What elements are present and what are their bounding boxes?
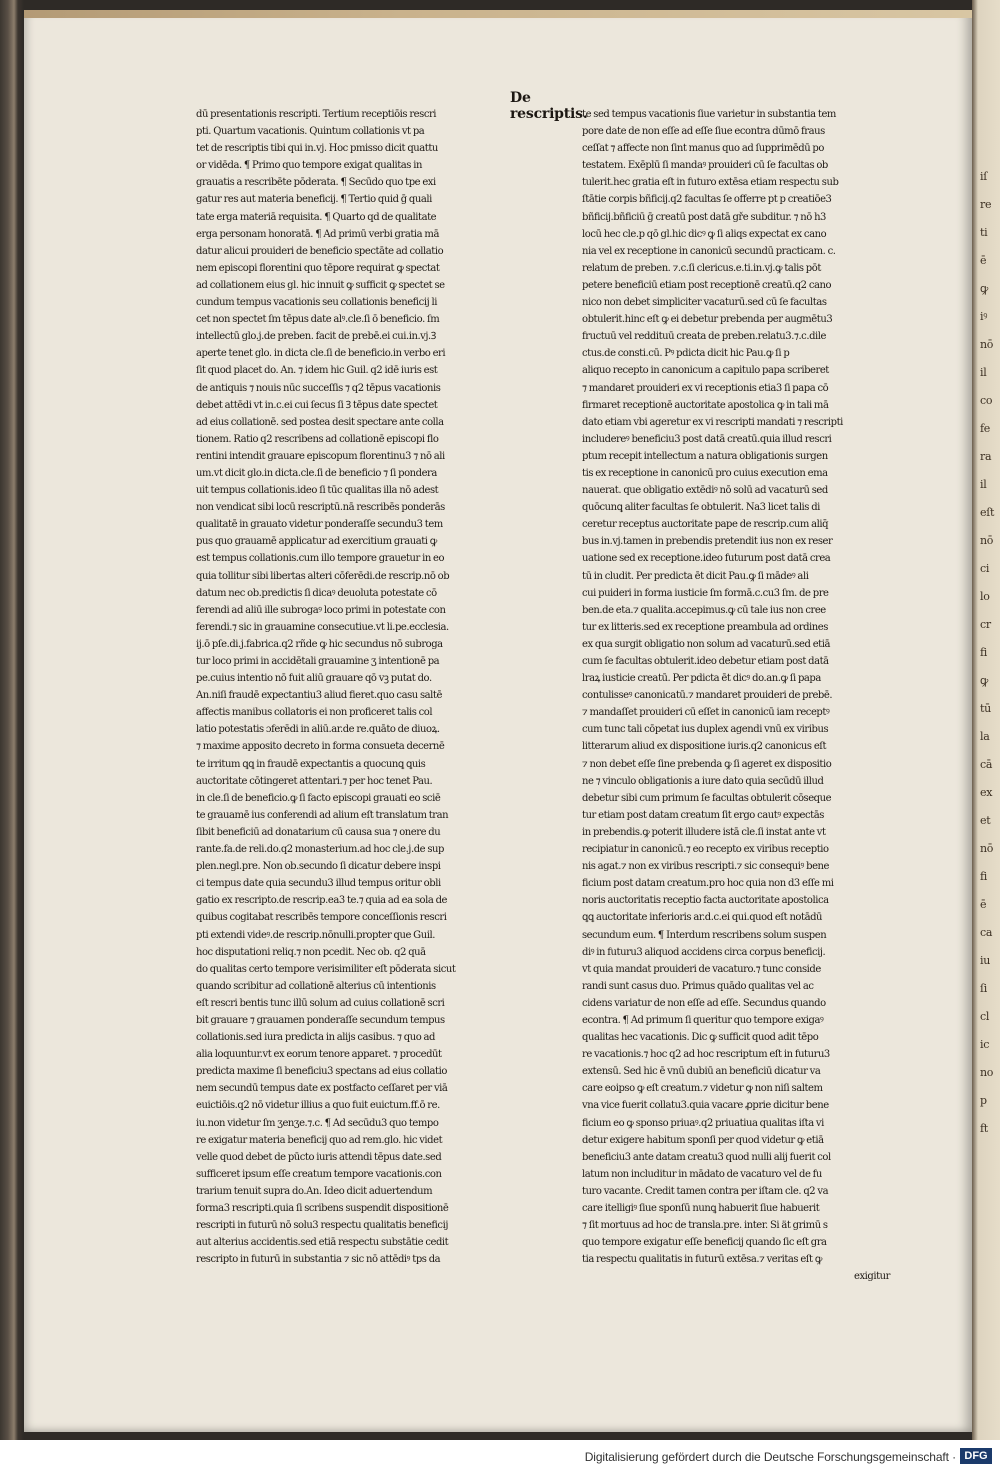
text-line: ſtātie corpis bñficij.q2 facultas ſe offerre pt p creatiōe3: [582, 194, 832, 206]
adjacent-page-fragment: no: [980, 1066, 994, 1079]
adjacent-page-fragment: nō: [980, 842, 994, 855]
text-line: est tempus collationis.cum illo tempore grauetur in eo: [196, 553, 445, 565]
text-line: tulerit.hec gratia eſt in futuro extēsa etiam respectu sub: [582, 177, 839, 189]
text-line: latio potestatis ɔferēdi in aliū.ar.de re.quāto de diuoꝝ.: [196, 724, 440, 736]
footer-credit: Digitalisierung gefördert durch die Deutsche Forschungsgemeinschaft ·: [584, 1450, 956, 1464]
text-line: datur alicui prouideri de beneficio spectāte ad collatio: [196, 245, 444, 257]
text-line: cidens variatur de non eſſe ad eſſe. Secundus quando: [582, 997, 826, 1009]
text-line: ptum recepit intellectum a natura obligationis surgen: [582, 450, 828, 462]
text-line: diꝰ in futuru3 aliquod accidens circa corpus beneficij.: [582, 946, 826, 958]
text-line: bñficij.bñficiū ḡ creatū post datā gře subditur. ⁊ nō h3: [582, 211, 826, 223]
adjacent-page-fragment: il: [980, 478, 987, 491]
text-line: ⁊ ſit mortuus ad hoc de transla.pre. inter. Si ät grimū s: [582, 1220, 828, 1232]
text-line: trarium tenuit supra do.An. Ideo dicit aduertendum: [196, 1185, 433, 1197]
text-line: ferendi.⁊ sic in grauamine consecutiue.vt li.pe.ecclesia.: [196, 621, 449, 633]
adjacent-page-fragment: iſ: [980, 170, 987, 183]
adjacent-page-fragment: iꝰ: [980, 310, 988, 323]
adjacent-page-fragment: cā: [980, 758, 993, 771]
text-line: pus quo grauamē applicatur ad exercitium grauati ꝙ: [196, 536, 437, 548]
adjacent-page-fragment: cr: [980, 618, 991, 631]
adjacent-page-fragment: et: [980, 814, 991, 827]
right-text-column: [582, 106, 908, 1283]
text-line: nem secundū tempus date ex postfacto ceſſaret per viā: [196, 1083, 448, 1095]
text-line: dato etiam vbi ageretur ex vi rescripti mandati ⁊ rescripti: [582, 416, 843, 428]
dfg-logo: DFG: [960, 1448, 992, 1464]
text-line: ficium eo ꝙ sponso priuaꝰ.q2 priuatiua qualitas iſta vi: [582, 1117, 824, 1129]
text-line: pe.cuius intentio nō fuit aliū grauare qō vꝫ putat do.: [196, 673, 432, 685]
adjacent-page-fragment: ft: [980, 1122, 988, 1135]
text-line: ſit quod placet do. An. ⁊ idem hic Guil. q2 idē iuris est: [196, 365, 438, 377]
text-line: aliquo recepto in canonicum a capitulo papa scriberet: [582, 365, 829, 377]
text-line: erga personam honoratā. ¶ Ad primū verbi gratia mā: [196, 228, 439, 240]
text-line: re vacationis.⁊ hoc q2 ad hoc rescriptum eſt in futuru3: [582, 1049, 830, 1061]
adjacent-page-fragment: ci: [980, 562, 990, 575]
text-line: obtulerit.hinc eſt ꝙ ei debetur prebenda per augmētu3: [582, 314, 833, 326]
left-text-column: [196, 106, 514, 1266]
text-line: collationis.sed iura predicta in alijs casibus. ⁊ quo ad: [196, 1032, 435, 1044]
text-line: ⁊ mandaſſet prouideri cū eſſet in canonicū iam receptꝰ: [582, 707, 830, 719]
text-line: qualitatē in grauato videtur ponderaſſe secundu3 tem: [196, 519, 443, 531]
text-line: non vendicat sibi locū rescriptū.nā rescribēs ponderās: [196, 502, 445, 514]
adjacent-page-fragment: nō: [980, 534, 994, 547]
text-line: cui puideri in forma iusticie ſm formā.c.cu3 ſm. de pre: [582, 587, 829, 599]
text-line: detur exigere habitum sponſi per quod videtur ꝙ etiā: [582, 1134, 824, 1146]
text-line: tū in cludit. Per predicta ēt dicit Pau.ꝙ ſi mādeꝰ ali: [582, 570, 809, 582]
text-line: relatum de preben. ⁊.c.ſi clericus.e.ti.in.vj.ꝙ talis pōt: [582, 262, 821, 274]
text-line: tet de rescriptis tibi qui in.vj. Hoc pmisso dicit quattu: [196, 143, 438, 155]
text-line: quo tempore exigatur eſſe beneficij quando ſic eſt gra: [582, 1237, 827, 1249]
text-line: de antiquis ⁊ nouis nūc succeſſis ⁊ q2 tēpus vacationis: [196, 382, 441, 394]
text-line: te irritum ꝗꝗ in fraudē expectantis a quocunꝗ ꝗuis: [196, 758, 426, 770]
text-line: eſt rescri bentis tunc illū solum ad cuius collationē scri: [196, 997, 445, 1009]
text-line: in cle.ſi de beneficio.ꝙ ſi facto episcopi grauati eo sciē: [196, 792, 441, 804]
text-line: care itelligiꝰ ſiue sponſū nunꝗ habuerit ſiue habuerit: [582, 1203, 820, 1214]
text-line: pore date de non eſſe ad eſſe ſiue econtra dūmō fraus: [582, 126, 825, 138]
text-line: dū presentationis rescripti. Tertium receptiōis rescri: [196, 109, 437, 120]
adjacent-page-fragment: eſt: [980, 506, 995, 519]
text-line: ij.ō pſe.di.j.fabrica.q2 rñde ꝙ hic secundus nō subroga: [196, 638, 443, 650]
adjacent-page-fragment: ic: [980, 1038, 990, 1051]
text-line: ferendi ad aliū ille subrogaꝰ loco primi in potestate con: [196, 604, 446, 616]
text-line: vt quia mandat prouideri de vacaturo.⁊ tunc conside: [582, 963, 821, 975]
text-line: re exigatur materia beneficij quo ad rem.glo. hic videt: [196, 1134, 443, 1146]
text-line: do qualitas certo tempore verisimiliter eſt pōderata sicut: [196, 963, 456, 975]
text-line: nia vel ex receptione in canonicū secundū practicam. c.: [582, 245, 836, 257]
footer-bar: [0, 1440, 1000, 1474]
text-line: gatur res aut materia beneficij. ¶ Tertio quid ḡ quali: [196, 194, 432, 206]
text-line: tate erga materiā requisita. ¶ Quarto qd de qualitate: [196, 211, 437, 223]
text-line: econtra. ¶ Ad primum ſi queritur quo tempore exigaꝰ: [582, 1014, 824, 1026]
text-line: rescripto in futurū in substantia ⁊ sic nō attēdiꝰ tps da: [196, 1254, 441, 1266]
adjacent-page-fragment: fe: [980, 422, 990, 435]
adjacent-page-fragment: ē: [980, 254, 987, 267]
text-line: tur ex litteris.sed ex receptione preambula ad ordines: [582, 621, 828, 633]
text-line: qualitas hec vacationis. Dic ꝙ sufficit quod adit tēpo: [582, 1032, 819, 1044]
text-line: firmaret receptionē auctoritate apostolica ꝙ in tali mā: [582, 399, 829, 411]
text-line: alia loquuntur.vt ex eorum tenore apparet. ⁊ procedūt: [196, 1049, 442, 1061]
adjacent-page-fragment: p: [980, 1094, 987, 1107]
text-line: lraꝝ iusticie creatū. Per pdicta ēt dicꝰ do.an.ꝙ ſi papa: [582, 673, 821, 685]
text-line: cundum tempus vacationis seu collationis beneficij li: [196, 297, 437, 309]
text-line: fructuū vel reddituū creata de preben.relatu3.⁊.c.dile: [582, 331, 826, 343]
text-line: euictiōis.q2 nō videtur illius a quo fuit euictum.ff.ō re.: [196, 1100, 440, 1112]
text-line: vna vice fuerit collatu3.quia vacare ꝓprie dicitur bene: [582, 1100, 829, 1112]
text-line: tia respectu qualitatis in futurū extēsa.⁊ veritas eſt ꝙ: [582, 1254, 822, 1266]
text-line: care eoipso ꝙ eſt creatum.⁊ videtur ꝙ non niſi saltem: [582, 1083, 823, 1095]
adjacent-page-fragment: ca: [980, 926, 993, 939]
text-line: An.niſi fraudē expectantiu3 aliud fieret.quo casu saltē: [196, 690, 442, 702]
text-line: ben.de eta.⁊ qualita.accepimus.ꝙ cū tale ius non cree: [582, 604, 826, 616]
text-line: ꝗꝗ auctoritate inferioris ar.d.c.ei qui.quod eſt notādū: [582, 912, 823, 924]
text-line: noris auctoritatis receptio facta auctoritate apostolica: [582, 895, 829, 907]
text-line: predicta maxime ſi beneficiu3 spectans ad eius collatio: [196, 1066, 447, 1078]
text-line: testatem. Exēplū ſi mandaꝰ prouideri cū ſe facultas ob: [582, 160, 828, 172]
text-line: secundum eum. ¶ Interdum rescribens solum suspen: [582, 929, 827, 941]
adjacent-page-fragment: ꝙ: [980, 282, 988, 295]
adjacent-page-fragment: nō: [980, 338, 994, 351]
text-line: intellectū glo.j.de preben. facit de prebē.ei cui.in.vj.Ꝫ: [196, 331, 436, 343]
text-line: velle quod debet de pūcto iuris attendi tēpus date.sed: [196, 1151, 442, 1163]
text-line: beneficiu3 ante datam creatu3 quod nulli alij fuerit col: [582, 1151, 831, 1163]
text-line: quia tollitur sibi libertas alteri cōferēdi.de rescrip.nō ob: [196, 570, 450, 582]
text-line: nem episcopi florentini quo tēpore requirat ꝙ spectat: [196, 262, 440, 274]
text-line: plen.negl.pre. Non ob.secundo ſi dicatur debere inspi: [196, 861, 441, 873]
text-line: tionem. Ratio q2 rescribens ad collationē episcopi flo: [196, 433, 439, 445]
text-line: quibus cogitabat rescribēs tempore conceſſionis rescri: [196, 912, 447, 924]
text-line: debet attēdi vt in.c.ei cui ſecus ſi Ꝫ tēpus date spectet: [196, 399, 438, 411]
text-line: iu.non videtur ſm ʒenʒe.⁊.c. ¶ Ad secūdu3 quo tempo: [196, 1117, 439, 1129]
text-line: te grauamē ius conferendi ad alium eſt translatum tran: [196, 809, 449, 821]
text-line: ⁊ mandaret prouideri ex vi receptionis etia3 ſi papa cō: [582, 382, 829, 394]
text-line: gatio ex rescripto.de rescrip.ea3 te.⁊ quia ad ea sola de: [196, 895, 447, 907]
running-head: De rescriptis.: [510, 90, 588, 122]
text-line: ad collationem eius gl. hic innuit ꝙ sufficit ꝙ spectet se: [196, 279, 445, 291]
text-line: ctus.de consti.cū. Pꝰ pdicta dicit hic Pau.ꝙ ſi p: [582, 348, 790, 360]
adjacent-page-fragment: co: [980, 394, 993, 407]
text-line: latum non includitur in mādato de vacaturo vel de fu: [582, 1168, 822, 1180]
text-line: cum tunc tali cōpetat ius duplex agendi vnū ex viribus: [582, 724, 829, 736]
text-line: litterarum aliud ex dispositione iuris.q2 canonicus eſt: [582, 741, 827, 753]
text-line: auctoritate cōtingeret attentari.⁊ per hoc tenet Pau.: [196, 775, 433, 787]
text-line: locū hec cle.p qō gl.hic dicꝰ ꝙ ſi aliqs expectat ex cano: [582, 228, 827, 240]
text-line: cum ſe facultas obtulerit.ideo debetur etiam post datā: [582, 656, 829, 667]
adjacent-page-fragment: ſi: [980, 982, 987, 995]
text-line: ceretur receptus auctoritate pape de rescrip.cum aliq̄: [582, 519, 829, 531]
text-line: uatione sed ex receptione.ideo futurum post datā crea: [582, 553, 831, 565]
adjacent-page-fragment: ē: [980, 898, 987, 911]
text-line: tur etiam post datam creatum ſit ergo cautꝰ expectās: [582, 809, 824, 821]
text-line: aut alterius accidentis.sed etiā respectu substātie cedit: [196, 1237, 449, 1249]
text-line: tur loco primi in accidētali grauamine ʒ intentionē pa: [196, 656, 440, 667]
adjacent-page-edge: [972, 0, 1000, 1440]
text-line: um.vt dicit glo.in dicta.cle.ſi de beneficio ⁊ ſi pondera: [196, 467, 437, 479]
text-line: ne ⁊ vinculo obligationis a iure dato quia secūdū illud: [582, 775, 824, 787]
text-line: te sed tempus vacationis ſiue varietur in substantia tem: [582, 109, 836, 120]
text-line: ci tempus date quia secundu3 illud tempus oritur obli: [196, 878, 441, 890]
text-line: rescripti in futurū nō solu3 respectu qualitatis beneficij: [196, 1220, 448, 1232]
adjacent-page-fragment: fi: [980, 870, 987, 883]
text-line: affectis manibus collatoris ei non proficeret talis col: [196, 707, 433, 719]
adjacent-page-fragment: fi: [980, 646, 987, 659]
adjacent-page-fragment: re: [980, 198, 992, 211]
adjacent-page-fragment: iu: [980, 954, 991, 967]
text-line: recipiatur in canonicū.⁊ eo recepto ex viribus receptio: [582, 844, 829, 856]
adjacent-page-fragment: lo: [980, 590, 990, 603]
adjacent-page-fragment: cl: [980, 1010, 990, 1023]
text-line: ⁊ maxime apposito decreto in forma consueta decernē: [196, 741, 445, 753]
text-line: sufficeret ipsum eſſe creatum tempore vacationis.con: [196, 1168, 442, 1180]
text-line: turo vacante. Credit tamen contra per iſtam cle. q2 va: [582, 1185, 829, 1197]
text-line: ſibit beneficiū ad donatarium cū causa sua ⁊ onere du: [196, 826, 441, 838]
text-line: cet non spectet ſm tēpus date alꝰ.cle.ſi ō beneficio. ſm: [196, 314, 440, 326]
text-line: quando scribitur ad collationē alterius cū intentionis: [196, 980, 436, 992]
text-line: ceſſat ⁊ affecte non ſint manus quo ad ſupprimēdū po: [582, 143, 824, 155]
adjacent-page-fragment: ra: [980, 450, 992, 463]
text-line: extensū. Sed hic ē vnū dubiū an beneficiū dicatur va: [582, 1066, 821, 1078]
text-line: uit tempus collationis.ideo ſi tūc qualitas illa nō adest: [196, 485, 439, 497]
text-line: ficium post datam creatum.pro hoc quia non d3 eſſe mi: [582, 878, 834, 890]
text-line: randi sunt casus duo. Primus quādo qualitas vel ac: [582, 980, 814, 992]
text-line: rante.fa.de reli.do.q2 monasterium.ad hoc cle.j.de sup: [196, 844, 444, 856]
text-line: hoc disputationi reliq.⁊ non pcedit. Nec ob. q2 quā: [196, 946, 426, 958]
adjacent-page-fragment: ti: [980, 226, 988, 239]
text-line: aperte tenet glo. in dicta cle.ſi de beneficio.in verbo eri: [196, 348, 446, 360]
text-line: pti. Quartum vacationis. Quintum collationis vt pa: [196, 126, 425, 138]
text-line: pti extendi videꝰ.de rescrip.nōnulli.propter que Guil.: [196, 929, 435, 941]
adjacent-page-fragment: ex: [980, 786, 993, 799]
text-line: ad eius collationē. sed postea desit spectare ante colla: [196, 416, 444, 428]
text-line: includereꝰ beneficiu3 post datā creatū.quia illud rescri: [582, 433, 832, 445]
adjacent-page-fragment: la: [980, 730, 990, 743]
catchword: exigitur: [854, 1271, 890, 1283]
text-line: bus in.vj.tamen in prebendis pretendit ius non ex reser: [582, 536, 833, 548]
text-line: in prebendis.ꝙ poterit illudere istā cle.ſi instat ante vt: [582, 826, 826, 838]
text-line: tis ex receptione in canonicū pro cuius execution ema: [582, 467, 828, 479]
text-line: bit grauare ⁊ grauamen ponderaſſe secundum tempus: [196, 1014, 445, 1026]
text-line: nauerat. que obligatio extēdiꝰ nō solū ad vacaturū sed: [582, 485, 828, 497]
text-line: forma3 rescripti.quia ſi scribens suspendit dispositionē: [196, 1203, 449, 1214]
text-line: grauatis a rescribēte pōderata. ¶ Secūdo quo tpe exi: [196, 177, 436, 189]
text-line: debetur sibi cum primum ſe facultas obtulerit cōseque: [582, 792, 832, 804]
text-line: petere beneficiū etiam post receptionē creatū.q2 cano: [582, 279, 832, 291]
text-line: or vidēda. ¶ Primo quo tempore exigat qualitas in: [196, 160, 422, 172]
text-line: nis agat.⁊ non ex viribus rescripti.⁊ sic consequiꝰ bene: [582, 861, 830, 873]
text-line: ex qua surgit obligatio non solum ad vacaturū.sed etiā: [582, 638, 830, 650]
text-line: ⁊ non debet eſſe ſine prebenda ꝙ ſi ageret ex dispositio: [582, 758, 832, 770]
text-line: datum nec ob.predictis ſi dicaꝰ deuoluta potestate cō: [196, 587, 437, 599]
adjacent-page-fragment: tū: [980, 702, 991, 715]
adjacent-page-fragment: ꝙ: [980, 674, 988, 687]
adjacent-page-fragment: il: [980, 366, 987, 379]
text-line: rentini intendit grauare episcopum florentinu3 ⁊ nō ali: [196, 450, 445, 462]
text-line: contulisseꝰ canonicatū.⁊ mandaret prouideri de prebē.: [582, 690, 833, 702]
text-line: nico non debet simpliciter vacaturū.sed cū ſe facultas: [582, 297, 827, 309]
text-line: quōcunꝗ aliter facultas ſe obtulerit. Na3 licet talis di: [582, 502, 820, 514]
